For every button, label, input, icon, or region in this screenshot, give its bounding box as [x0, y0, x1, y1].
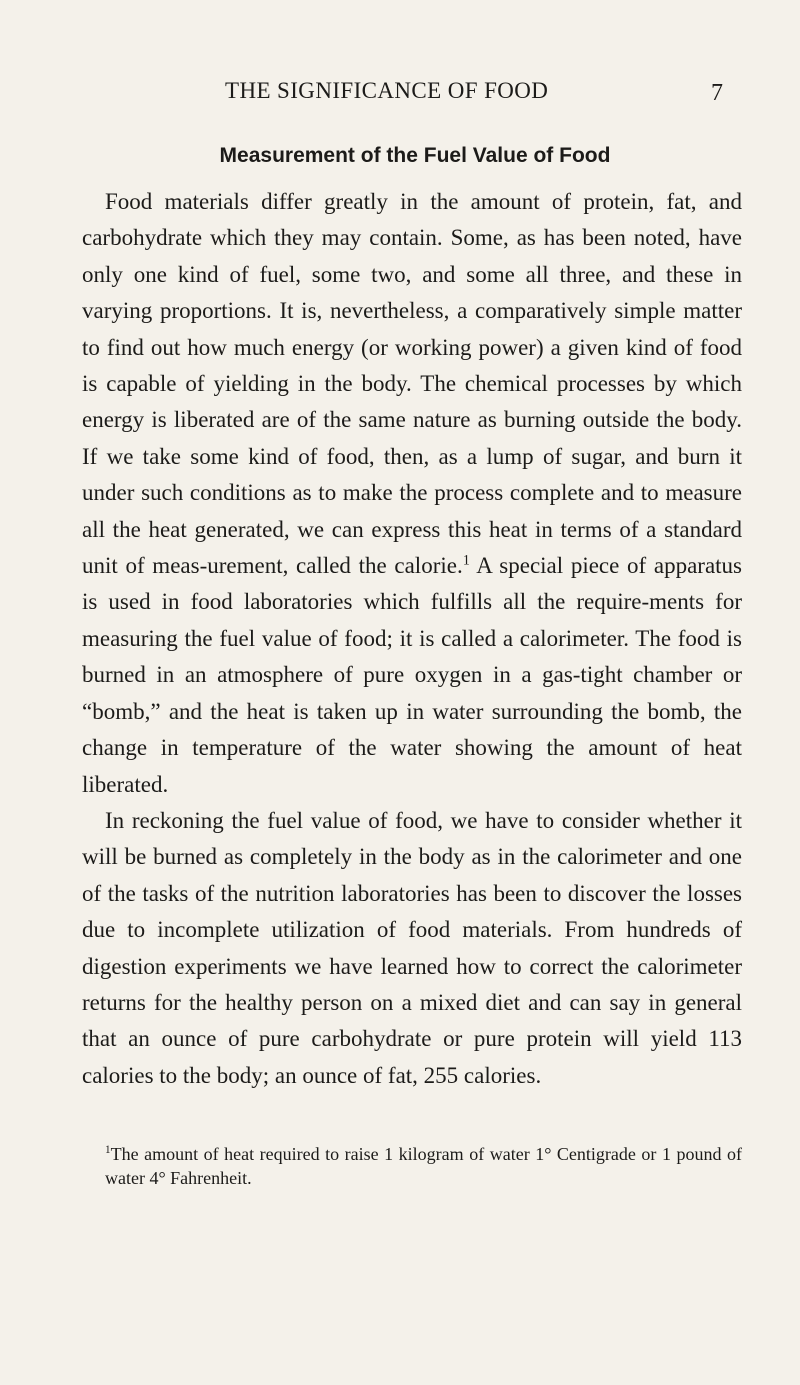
body-text — [82, 184, 742, 1094]
footnote-body — [82, 1142, 742, 1190]
footnote-marker: 1 — [105, 1144, 111, 1156]
page-number: 7 — [711, 80, 723, 106]
running-head: THE SIGNIFICANCE OF FOOD — [225, 78, 549, 103]
section-title: Measurement of the Fuel Value of Food — [219, 144, 611, 167]
paragraph-1-text-b: A special piece of apparatus is used in food laboratories which fulfills all the require-ments for measuring the fuel value of food; it is called a calorimeter. The food is burned in an atmosphere of pure oxygen in a gas-tight chamber or “bomb,” and the heat is taken up in water surrounding the bomb, the change in temperature of the water showing the amount of heat liberated. — [82, 553, 742, 797]
paragraph-1-text-a: Food materials differ greatly in the amount of protein, fat, and carbohydrate which they may contain. Some, as has been noted, have only one kind of fuel, some two, and some all three, and these in varying proportions. It is, nevertheless, a comparatively simple matter to find out how much energy (or working power) a given kind of food is capable of yielding in the body. The chemical processes by which energy is liberated are of the same nature as burning outside the body. If we take some kind of food, then, as a lump of sugar, and burn it under such conditions as to make the process complete and to measure all the heat generated, we can express this heat in terms of a standard unit of meas-urement, called the calorie. — [82, 189, 742, 579]
footnote-text: The amount of heat required to raise 1 kilogram of water 1° Centigrade or 1 pound of water 4° Fahrenheit. — [105, 1144, 742, 1188]
footnote — [82, 1142, 742, 1190]
paragraph-1 — [82, 184, 742, 803]
footnote-reference: 1 — [462, 552, 470, 569]
paragraph-2: In reckoning the fuel value of food, we have to consider whether it will be burned as completely in the body as in the calorimeter and one of the tasks of the nutrition laboratories has been to discover the losses due to incomplete utilization of food materials. From hundreds of digestion experiments we have learned how to correct the calorimeter returns for the healthy person on a mixed diet and can say in general that an ounce of pure carbohydrate or pure protein will yield 113 calories to the body; an ounce of fat, 255 calories. — [82, 807, 742, 1088]
